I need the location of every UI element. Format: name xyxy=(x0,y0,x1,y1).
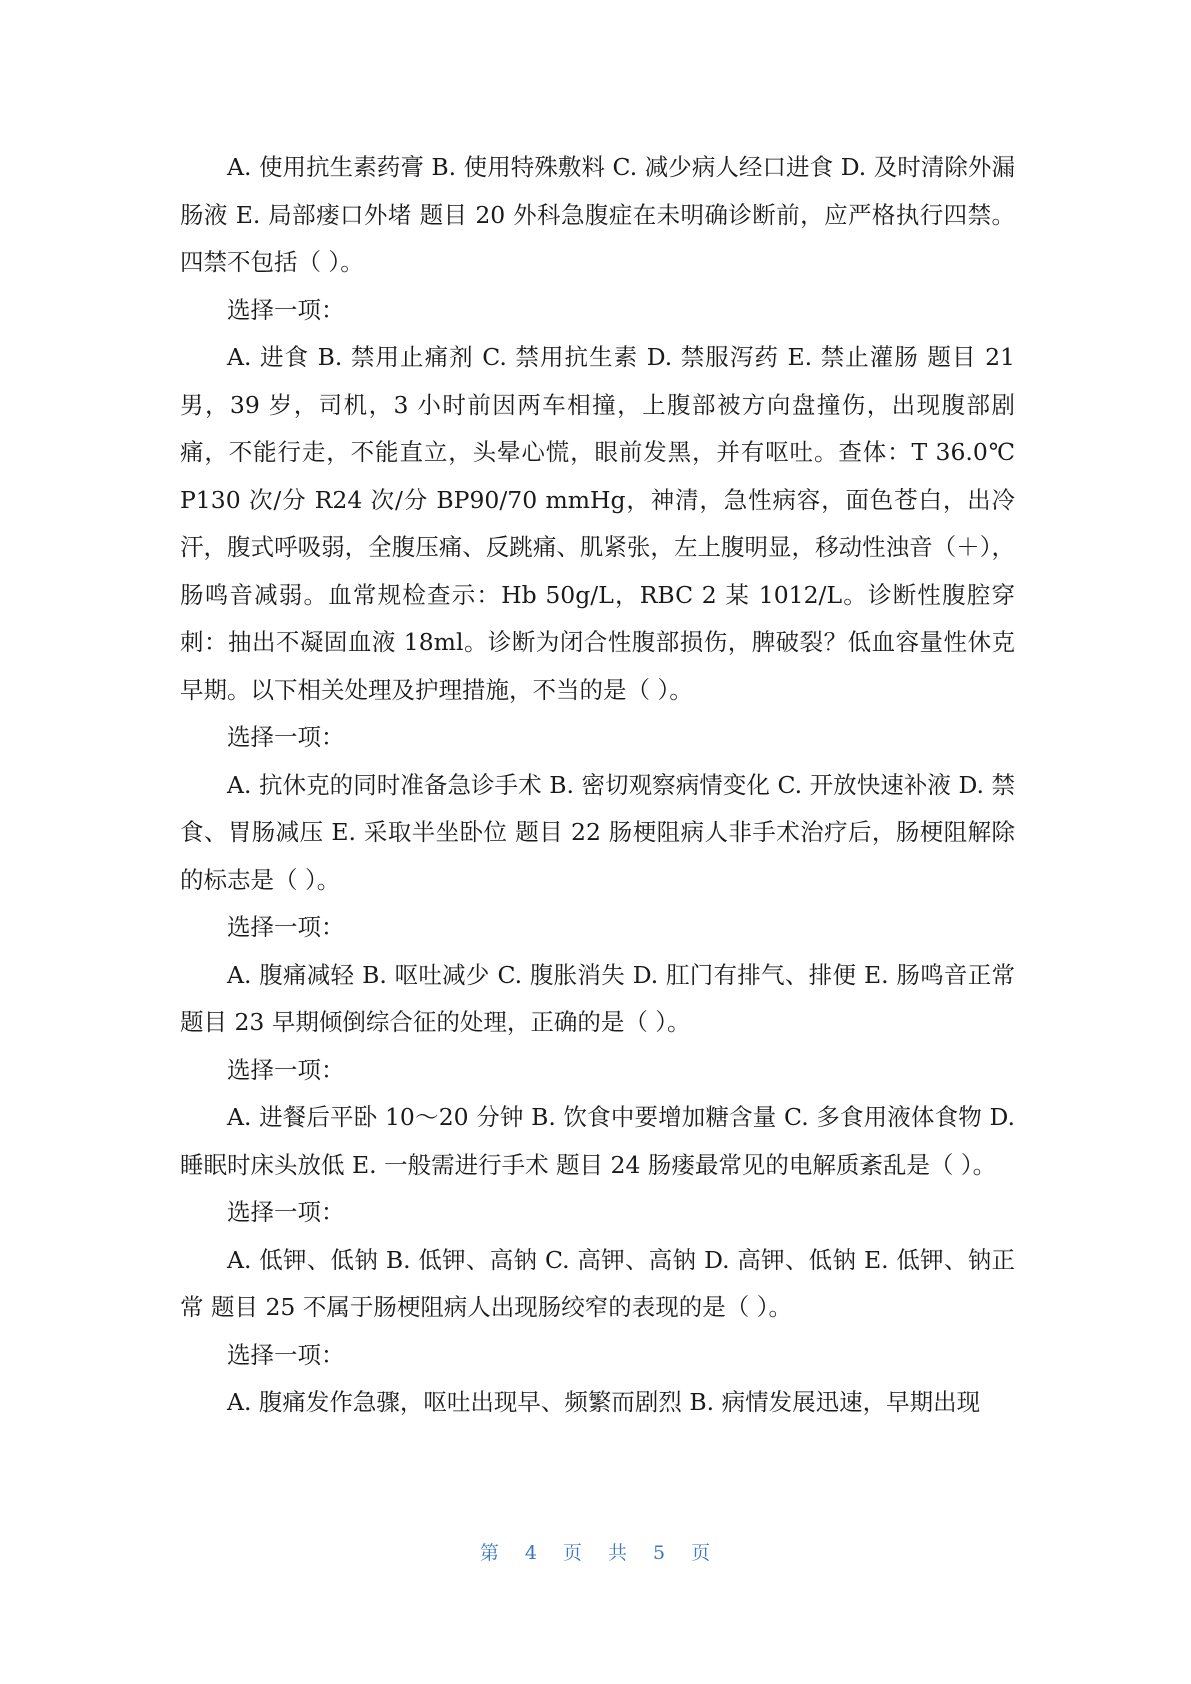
paragraph-options-q23: A. 进餐后平卧 10～20 分钟 B. 饮食中要增加糖含量 C. 多食用液体食物 D. 睡眠时床头放低 E. 一般需进行手术 题目 24 肠瘘最常见的电解质紊乱是（ ）。 xyxy=(180,1103,1015,1179)
paragraph-options-q24: A. 低钾、低钠 B. 低钾、高钠 C. 高钾、高钠 D. 高钾、低钠 E. 低钾、钠正常 题目 25 不属于肠梗阻病人出现肠绞窄的表现的是（ ）。 xyxy=(180,1245,1015,1321)
paragraph-select-one: 选择一项： xyxy=(227,1340,345,1369)
paragraph-select-one: 选择一项： xyxy=(227,913,345,941)
page-number-footer: 第 4 页 共 5 页 xyxy=(479,1542,712,1564)
paragraph-select-one: 选择一项： xyxy=(227,1055,345,1084)
paragraph-select-one: 选择一项： xyxy=(227,723,345,751)
paragraph-select-one: 选择一项： xyxy=(227,1198,345,1226)
paragraph-options-q20: A. 进食 B. 禁用止痛剂 C. 禁用抗生素 D. 禁服泻药 E. 禁止灌肠 题目 21 男，39 岁，司机，3 小时前因两车相撞，上腹部被方向盘撞伤，出现腹部剧痛，不能行走，不能直立，头晕心慌，眼前发黑，并有呕吐。查体：T 36.0℃ P130 次/分 R24 次/分 BP90/70 mmHg，神清，急性病容，面色苍白，出冷汗，腹式呼吸弱，全腹压痛、反跳痛、肌紧张，左上腹明显，移动性浊音（＋），肠鸣音减弱。血常规检查示：Hb 50g/L，RBC 2 某 1012/L。诊断性腹腔穿刺：抽出不凝固血液 18ml。诊断为闭合性腹部损伤，脾破裂？低血容量性休克早期。以下相关处理及护理措施，不当的是（ ）。 xyxy=(180,343,1015,704)
paragraph-options-q25: A. 腹痛发作急骤，呕吐出现早、频繁而剧烈 B. 病情发展迅速，早期出现 xyxy=(227,1388,981,1416)
paragraph-options-q22: A. 腹痛减轻 B. 呕吐减少 C. 腹胀消失 D. 肛门有排气、排便 E. 肠鸣音正常 题目 23 早期倾倒综合征的处理，正确的是（ ）。 xyxy=(180,960,1015,1036)
paragraph-options-q19: A. 使用抗生素药膏 B. 使用特殊敷料 C. 减少病人经口进食 D. 及时清除外漏肠液 E. 局部瘘口外堵 题目 20 外科急腹症在未明确诊断前，应严格执行四禁。四禁不包括（ ）。 xyxy=(180,153,1015,276)
document-body xyxy=(180,144,1015,1427)
paragraph-options-q21: A. 抗休克的同时准备急诊手术 B. 密切观察病情变化 C. 开放快速补液 D. 禁食、胃肠减压 E. 采取半坐卧位 题目 22 肠梗阻病人非手术治疗后，肠梗阻解除的标志是（ ）。 xyxy=(180,770,1015,894)
paragraph-select-one: 选择一项： xyxy=(227,295,345,324)
